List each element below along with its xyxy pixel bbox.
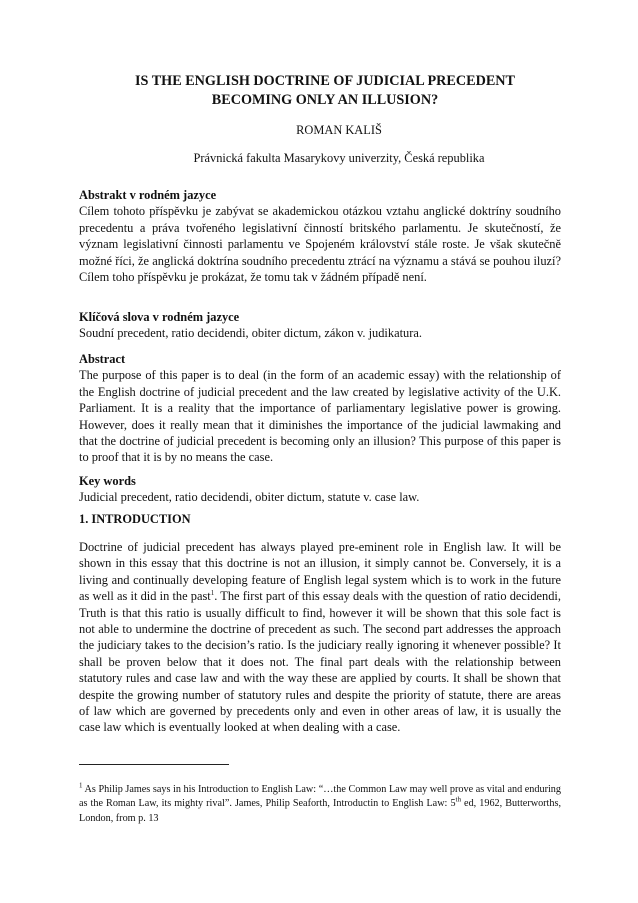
keywords-heading: Key words [79, 474, 136, 488]
abstract-text: The purpose of this paper is to deal (in the form of an academic essay) with the relationship of the English doctrine of judicial precedent and the law created by legislative activity of the U.K. Parliament. It is a reality that the importance of parliamentary legislative power is growing. However, does it really mean that it diminishes the importance of the judicial lawmaking and that the doctrine of judicial precedent is becoming only an illusion? This purpose of this paper is to proof that it is by no means the case. [79, 368, 561, 465]
paper-title [90, 72, 560, 110]
keywords-text: Judicial precedent, ratio decidendi, obiter dictum, statute v. case law. [79, 490, 420, 505]
klicova-text: Soudní precedent, ratio decidendi, obiter dictum, zákon v. judikatura. [79, 326, 422, 341]
footnote [79, 783, 561, 826]
introduction-section [79, 539, 561, 736]
footnote-mark: 1 [79, 781, 83, 790]
klicova-section [79, 309, 561, 342]
introduction-text [79, 539, 561, 736]
title-line-2: BECOMING ONLY AN ILLUSION? [211, 92, 439, 108]
abstract-heading: Abstract [79, 352, 126, 366]
abstrakt-section [79, 187, 561, 285]
intro-text-part-b: . The first part of this essay deals with the question of ratio decidendi, Truth is that this ratio is usually difficult to find, however it will be shown that this sole fact is not able to undermine the doctrine of precedent as such. The second part addresses the approach the judiciary takes to the decision’s ratio. Is the judiciary really ignoring it whenever possible? It shall be proven below that it does not. The final part deals with the relationship between statutory rules and case law and with the way these are applied by courts. It shall be shown that despite the growing number of statutory rules and despite the priority of statute, there are areas of law which are governed by precedents only and even in other areas of law, it is usually the case law which is eventually looked at when dealing with a case. [79, 589, 561, 735]
intro-text-part-a: Doctrine of judicial precedent has always played pre-eminent role in English law. It will be shown in this essay that this doctrine is not an illusion, it simply cannot be. Conversely, it is a living and continually developing feature of English legal system which is to work in the future as well as it did in the past [79, 540, 561, 604]
abstract-section [79, 351, 561, 466]
abstrakt-text: Cílem tohoto příspěvku je zabývat se akademickou otázkou vztahu anglické doktríny soudního precedentu a práva tvořeného legislativní činností britského parlamentu. Je skutečností, že význam legislativní činnosti parlamentu ve Spojeném království stále roste. Je však skutečně možné říci, že anglická doktrína soudního precedentu ztrácí na významu a stává se pouhou iluzí? Cílem toho příspěvku je prokázat, že tomu tak v žádném případě není. [79, 204, 561, 285]
footnote-superscript-th: th [455, 796, 461, 805]
title-line-1: IS THE ENGLISH DOCTRINE OF JUDICIAL PRECEDENT [135, 73, 515, 89]
footnote-text-a: As Philip James says in his Introduction to English Law: “…the Common Law may well prove as vital and enduring as the Roman Law, its mighty rival”. James, Philip Seaforth, Introductin to English Law: 5 [79, 784, 561, 810]
footnote-divider [79, 764, 229, 765]
affiliation: Právnická fakulta Masarykovy univerzity, Česká republika [193, 151, 485, 165]
abstrakt-heading: Abstrakt v rodném jazyce [79, 188, 217, 202]
footnote-reference: 1 [210, 589, 215, 598]
introduction-heading: 1. INTRODUCTION [79, 512, 191, 526]
footnote-text-b: ed, 1962, Butterworths, London, from p. 13 [79, 798, 561, 824]
author-name: ROMAN KALIŠ [296, 123, 382, 137]
introduction-heading-block [79, 511, 561, 527]
keywords-section [79, 473, 561, 506]
klicova-heading: Klíčová slova v rodném jazyce [79, 310, 240, 324]
